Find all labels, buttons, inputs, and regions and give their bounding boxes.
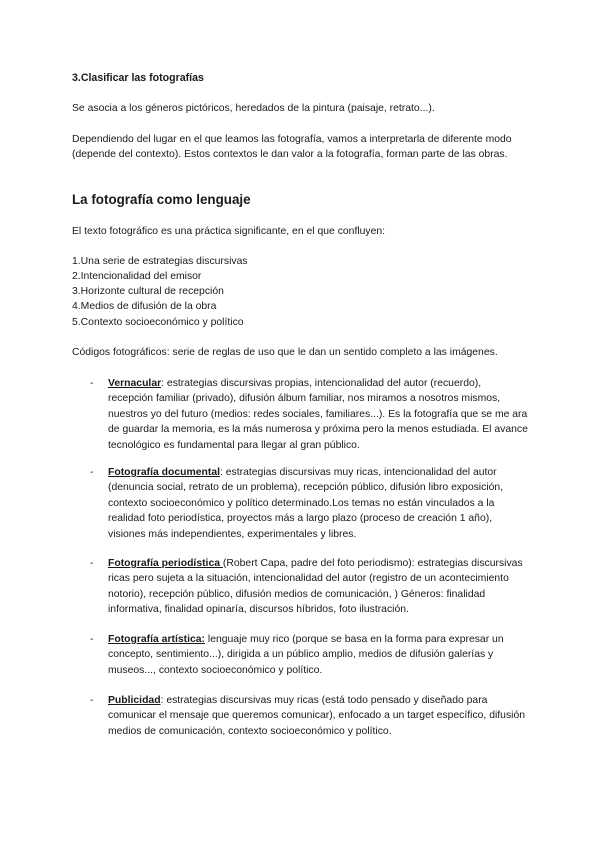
- list-item: 1.Una serie de estrategias discursivas: [72, 256, 248, 267]
- bullet-dash: -: [90, 467, 94, 478]
- bullet-documental: [108, 465, 528, 542]
- bullet-text: : estrategias discursivas propias, intencionalidad del autor (recuerdo), recepción familiar (privado), difusión álbum familiar, nos miramos a nosotros mismos, nuestros yo del futuro (medios: redes sociales, familiares...). Es la fotografía que se me ara de guardar la memoria, es la más numerosa y próxima pero la menos estudiada. El avance tecnológico es fundamental para llegar al gran público.: [108, 378, 528, 451]
- bullet-text: : estrategias discursivas muy ricas (está todo pensado y diseñado para comunicar el mensaje que queremos comunicar), enfocado a un target específico, difusión medios de comunicación, contexto socioeconómico y político.: [108, 695, 526, 737]
- list-item: 4.Medios de difusión de la obra: [72, 301, 217, 312]
- section-heading: 3.Clasificar las fotografías: [72, 72, 204, 84]
- bullet-dash: -: [90, 558, 94, 569]
- bullet-vernacular: [108, 376, 528, 453]
- list-item: 2.Intencionalidad del emisor: [72, 271, 202, 282]
- subsection-heading: La fotografía como lenguaje: [72, 192, 251, 207]
- bullet-term: Fotografía periodística: [108, 558, 223, 569]
- bullet-dash: -: [90, 695, 94, 706]
- bullet-term: Vernacular: [108, 378, 162, 389]
- paragraph-genres: Se asocia a los géneros pictóricos, heredados de la pintura (paisaje, retrato...).: [72, 103, 435, 114]
- bullet-dash: -: [90, 634, 94, 645]
- bullet-text: lenguaje muy rico (porque se basa en la forma para expresar un concepto, sentimiento...), dirigida a un público amplio, medios de difusión galerías y museos..., contexto socioeconómico y político.: [108, 634, 504, 676]
- paragraph-intro: El texto fotográfico es una práctica significante, en el que confluyen:: [72, 226, 386, 237]
- paragraph-codes: Códigos fotográficos: serie de reglas de uso que le dan un sentido completo a las imágenes.: [72, 347, 498, 358]
- bullet-term: Publicidad: [108, 695, 161, 706]
- bullet-text: : estrategias discursivas muy ricas, intencionalidad del autor (denuncia social, retrato de un problema), recepción público, difusión libro exposición, contexto socioeconómico y político determinado.Los temas no están vinculados a la realidad foto periodística, proyectos más a largo plazo (proceso de creación 1 año), visiones más independientes, experimentales y libres.: [108, 467, 504, 540]
- bullet-periodistica: [108, 556, 528, 618]
- bullet-dash: -: [90, 378, 94, 389]
- list-item: 3.Horizonte cultural de recepción: [72, 286, 224, 297]
- bullet-artistica: [108, 632, 528, 678]
- bullet-text: (Robert Capa, padre del foto periodismo): estrategias discursivas ricas pero sujeta a la situación, intencionalidad del autor (registro de un acontecimiento notorio), recepción público, difusión medios de comunicación, ) Géneros: finalidad informativa, finalidad opinaría, discursos híbridos, foto ilustración.: [108, 558, 523, 616]
- bullet-term: Fotografía documental: [108, 467, 220, 478]
- paragraph-context: Dependiendo del lugar en el que leamos las fotografía, vamos a interpretarla de diferente modo (depende del contexto). Estos contextos le dan valor a la fotografía, forman parte de las obras.: [72, 134, 512, 161]
- list-item: 5.Contexto socioeconómico y político: [72, 317, 244, 328]
- bullet-publicidad: [108, 693, 528, 739]
- bullet-term: Fotografía artística:: [108, 634, 205, 645]
